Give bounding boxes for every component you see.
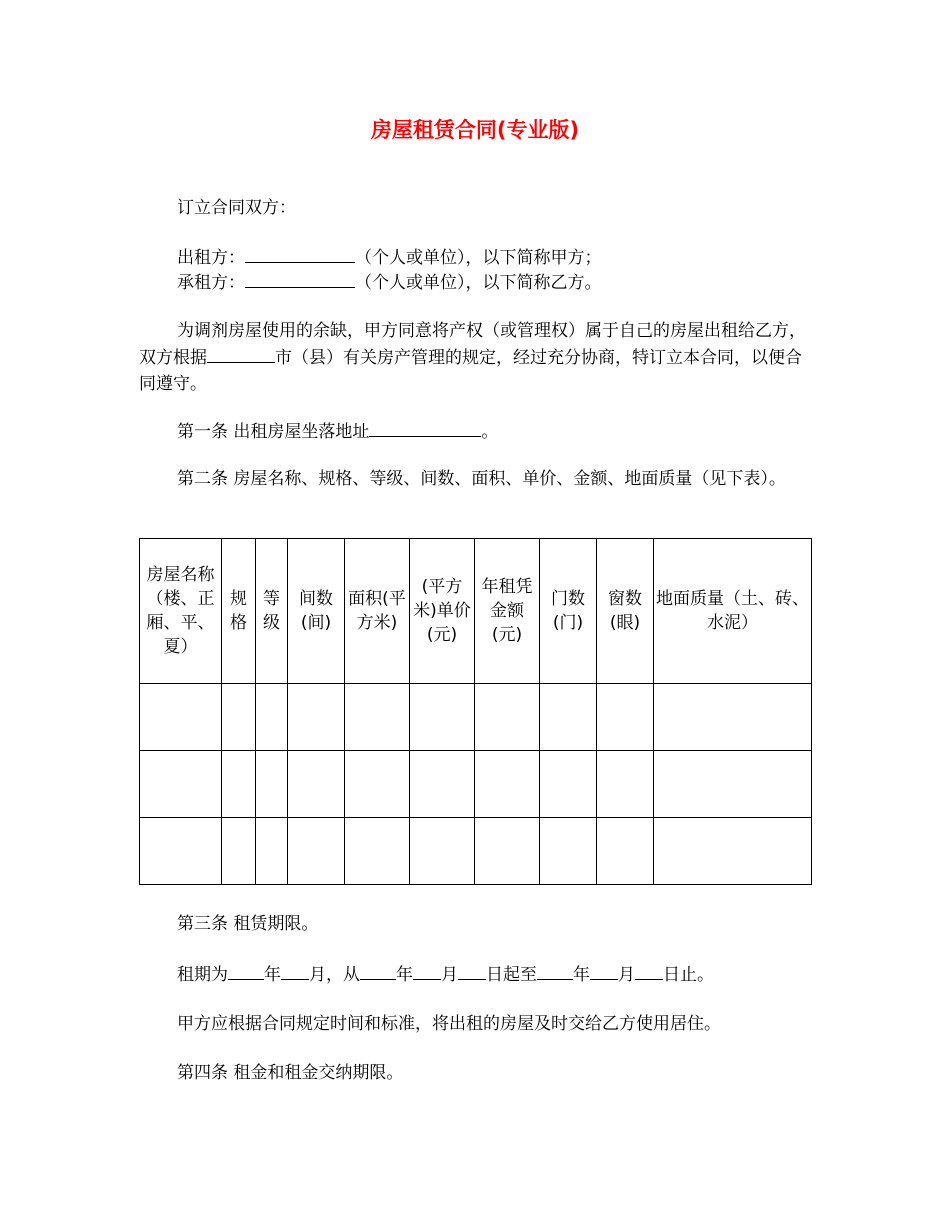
table-cell[interactable] xyxy=(288,751,345,818)
table-cell[interactable] xyxy=(222,751,256,818)
table-cell[interactable] xyxy=(597,751,654,818)
table-cell[interactable] xyxy=(654,818,812,885)
header-cell: 地面质量（土、砖、水泥） xyxy=(654,539,812,684)
city-blank[interactable] xyxy=(207,344,275,363)
address-blank[interactable] xyxy=(369,418,481,437)
purpose-paragraph xyxy=(139,318,811,397)
article4-line: 第四条 租金和租金交纳期限。 xyxy=(177,1063,404,1083)
table-cell[interactable] xyxy=(140,751,222,818)
term-text: 日止。 xyxy=(663,965,714,985)
article1-text: 第一条 出租房屋坐落地址 xyxy=(177,422,370,442)
table-cell[interactable] xyxy=(256,751,288,818)
table-cell[interactable] xyxy=(140,684,222,751)
table-row xyxy=(140,751,812,818)
table-cell[interactable] xyxy=(222,684,256,751)
header-cell: 房屋名称（楼、正厢、平、夏） xyxy=(140,539,222,684)
table-cell[interactable] xyxy=(475,684,540,751)
purpose-text-b: 市（县）有关房产管理的规定，经过充分协商，特订立本合同，以便合同遵守。 xyxy=(139,348,802,394)
lessee-blank[interactable] xyxy=(245,269,355,288)
delivery-line: 甲方应根据合同规定时间和标准，将出租的房屋及时交给乙方使用居住。 xyxy=(177,1014,721,1034)
lessee-label: 承租方： xyxy=(177,273,245,293)
lessee-line xyxy=(177,269,602,296)
header-cell: 间数(间) xyxy=(288,539,345,684)
table-cell[interactable] xyxy=(140,818,222,885)
intro-line: 订立合同双方： xyxy=(177,198,296,218)
header-cell: 年租凭金额(元) xyxy=(475,539,540,684)
purpose-text-a: 为调剂房屋使用的余缺，甲方同意将产权（或管理权）属于自己的房屋出租给乙方，双方根据 xyxy=(139,321,806,368)
table-cell[interactable] xyxy=(410,751,475,818)
table-cell[interactable] xyxy=(410,818,475,885)
term-text: 年 xyxy=(264,965,281,985)
start-day-blank[interactable] xyxy=(458,961,486,980)
start-year-blank[interactable] xyxy=(360,961,396,980)
header-cell: 窗数(眼) xyxy=(597,539,654,684)
term-text: 年 xyxy=(396,965,413,985)
table-cell[interactable] xyxy=(597,684,654,751)
article1-end: 。 xyxy=(481,422,499,442)
table-cell[interactable] xyxy=(256,818,288,885)
term-years-blank[interactable] xyxy=(228,961,264,980)
end-year-blank[interactable] xyxy=(537,961,573,980)
table-cell[interactable] xyxy=(345,818,410,885)
article3-line: 第三条 租赁期限。 xyxy=(177,914,319,934)
term-text: 月，从 xyxy=(309,965,360,985)
table-cell[interactable] xyxy=(654,751,812,818)
article2-paragraph: 第二条 房屋名称、规格、等级、间数、面积、单价、金额、地面质量（见下表）。 xyxy=(177,469,786,489)
lessor-label: 出租方： xyxy=(177,248,245,268)
document-title: 房屋租赁合同(专业版) xyxy=(370,118,580,142)
table-header-row xyxy=(140,539,812,684)
header-cell: (平方米)单价(元) xyxy=(410,539,475,684)
header-cell: 门数(门) xyxy=(540,539,597,684)
term-text: 日起至 xyxy=(486,965,537,985)
header-cell: 等级 xyxy=(256,539,288,684)
table-cell[interactable] xyxy=(540,751,597,818)
table-cell[interactable] xyxy=(345,684,410,751)
table-cell[interactable] xyxy=(540,818,597,885)
term-line xyxy=(177,961,714,988)
table-cell[interactable] xyxy=(597,818,654,885)
lessor-suffix: （个人或单位），以下简称甲方； xyxy=(355,248,602,268)
term-text: 租期为 xyxy=(177,965,228,985)
table-row xyxy=(140,684,812,751)
table-cell[interactable] xyxy=(540,684,597,751)
table-cell[interactable] xyxy=(256,684,288,751)
table-cell[interactable] xyxy=(654,684,812,751)
table-cell[interactable] xyxy=(288,684,345,751)
lessor-line xyxy=(177,244,602,271)
article1-line xyxy=(177,418,498,445)
term-text: 月 xyxy=(441,965,458,985)
table-row xyxy=(140,818,812,885)
term-text: 月 xyxy=(618,965,635,985)
header-cell: 规格 xyxy=(222,539,256,684)
start-month-blank[interactable] xyxy=(413,961,441,980)
lessor-blank[interactable] xyxy=(245,244,355,263)
header-cell: 面积(平方米) xyxy=(345,539,410,684)
lessee-suffix: （个人或单位），以下简称乙方。 xyxy=(355,273,602,293)
term-months-blank[interactable] xyxy=(281,961,309,980)
table-cell[interactable] xyxy=(475,751,540,818)
table-cell[interactable] xyxy=(222,818,256,885)
table-cell[interactable] xyxy=(288,818,345,885)
table-cell[interactable] xyxy=(475,818,540,885)
end-day-blank[interactable] xyxy=(635,961,663,980)
table-cell[interactable] xyxy=(345,751,410,818)
table-cell[interactable] xyxy=(410,684,475,751)
property-table xyxy=(139,538,812,885)
term-text: 年 xyxy=(573,965,590,985)
end-month-blank[interactable] xyxy=(590,961,618,980)
